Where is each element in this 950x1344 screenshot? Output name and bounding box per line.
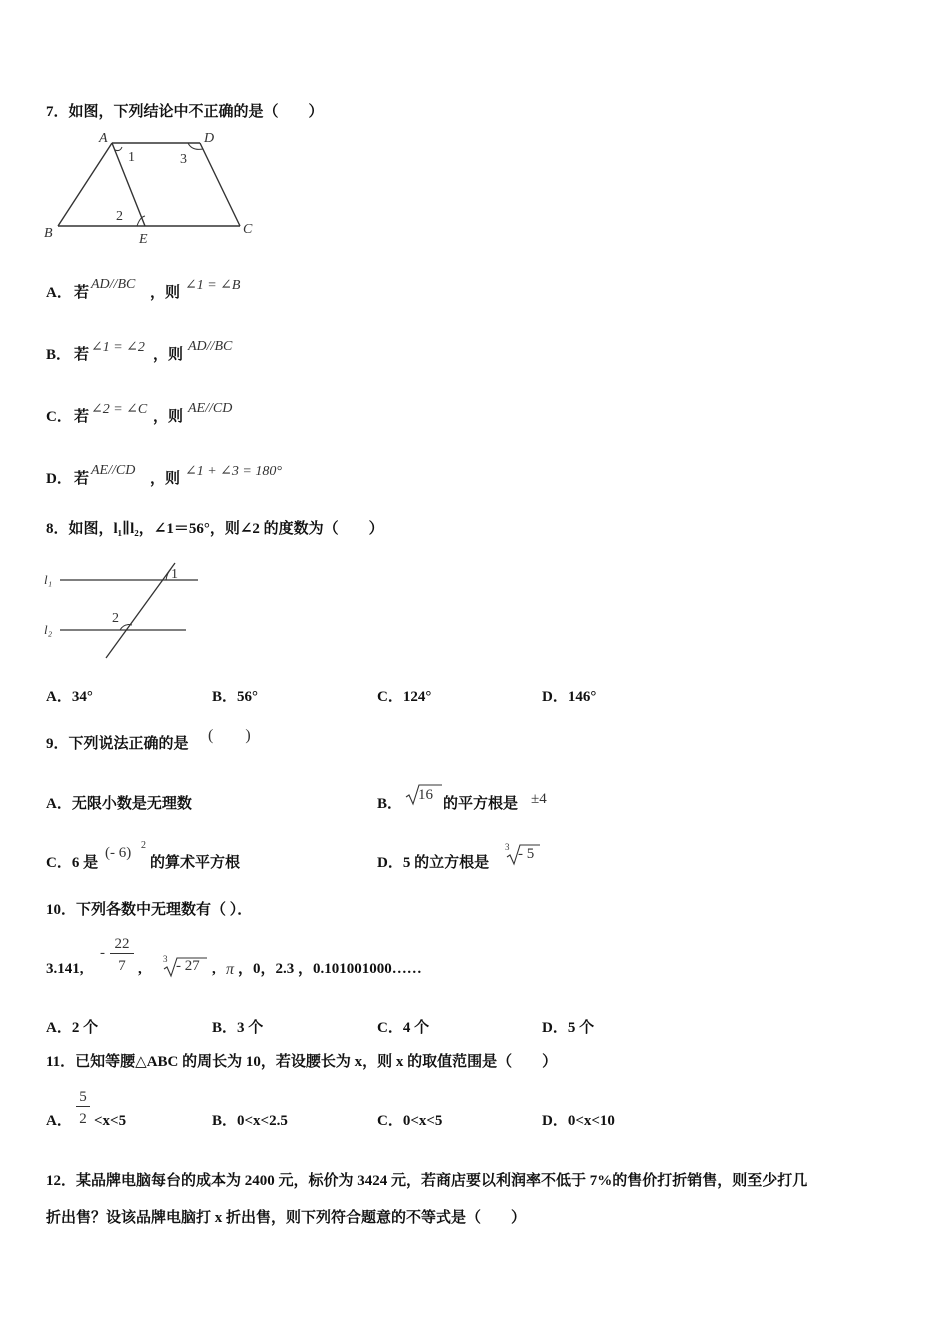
q7-label-D: D — [204, 131, 215, 146]
q7-b-pre: 若 — [74, 347, 90, 363]
q7-c-cond: ∠2 = ∠C — [91, 402, 148, 417]
q11-a-letter: A． — [46, 1113, 72, 1129]
q9-paren: ( ) — [208, 727, 251, 744]
q10-pi: π — [226, 961, 235, 978]
q7-angle-2: 2 — [116, 209, 123, 224]
q7-figure — [40, 128, 270, 248]
q7-a-pre: 若 — [74, 285, 90, 301]
q7-a-letter: A． — [46, 285, 72, 301]
q10-neg: - — [100, 945, 105, 961]
q7-c-mid: ，则 — [153, 409, 184, 425]
q12-line2: 折出售？设该品牌电脑打 x 折出售，则下列符合题意的不等式是（ ） — [46, 1210, 527, 1226]
q12-line1: 12．某品牌电脑每台的成本为 2400 元，标价为 3424 元，若商店要以利润率不低于 7%的售价打折销售，则至少打几 — [46, 1173, 808, 1189]
q10-frac-num: 22 — [114, 936, 130, 952]
q9-c-base: (- 6) — [105, 845, 132, 861]
q8-angle-2: 2 — [112, 611, 119, 626]
q11-stem: 11．已知等腰△ABC 的周长为 10，若设腰长为 x，则 x 的取值范围是（ ） — [46, 1054, 558, 1070]
q9-c-text: 的算术平方根 — [150, 855, 241, 871]
q8-option-d: D．146° — [542, 689, 597, 705]
q9-c-letter: C．6 是 — [46, 855, 99, 871]
q10-rest: ，0，2.3 ，0.101001000…… — [238, 961, 422, 977]
q10-fraction — [110, 935, 134, 975]
q8-option-c: C．124° — [377, 689, 432, 705]
q8-option-b: B．56° — [212, 689, 259, 705]
q8-stem: 8．如图，l₁∥l₂，∠1＝56°，则∠2 的度数为（ ） — [46, 521, 384, 537]
q7-a-cond: AD//BC — [91, 277, 136, 292]
q7-stem: 7．如图，下列结论中不正确的是（ ） — [46, 104, 324, 120]
q9-b-text: 的平方根是 — [443, 796, 519, 812]
q7-label-E: E — [139, 232, 148, 247]
q8-option-a: A．34° — [46, 689, 93, 705]
q7-angle-1: 1 — [128, 150, 135, 165]
q10-stem: 10．下列各数中无理数有（ ）． — [46, 902, 253, 918]
q7-angle-3: 3 — [180, 152, 187, 167]
q7-d-concl: ∠1 + ∠3 = 180° — [185, 464, 282, 479]
q11-a-rest: <x<5 — [94, 1113, 127, 1129]
q7-c-letter: C． — [46, 409, 72, 425]
q11-option-b: B．0<x<2.5 — [212, 1113, 288, 1129]
q7-c-concl: AE//CD — [188, 401, 233, 416]
q10-frac-den: 7 — [110, 953, 134, 975]
q9-b-letter: B． — [377, 796, 403, 812]
q7-d-mid: ，则 — [150, 471, 181, 487]
q8-figure — [40, 560, 210, 665]
q10-option-b: B．3 个 — [212, 1020, 264, 1036]
q11-a-den: 2 — [76, 1106, 90, 1128]
q9-d-radicand: - 5 — [518, 846, 535, 862]
q8-label-l1: l₁ — [44, 572, 53, 587]
q10-option-d: D．5 个 — [542, 1020, 595, 1036]
q9-option-a: A．无限小数是无理数 — [46, 796, 192, 812]
q11-option-d: D．0<x<10 — [542, 1113, 615, 1129]
q7-d-letter: D． — [46, 471, 72, 487]
q9-d-text: D．5 的立方根是 — [377, 855, 490, 871]
q10-option-a: A．2 个 — [46, 1020, 99, 1036]
q11-option-c: C．0<x<5 — [377, 1113, 443, 1129]
q8-angle-1: 1 — [171, 567, 178, 582]
q11-a-fraction — [76, 1088, 90, 1128]
q10-comma1: , — [138, 961, 142, 977]
q7-label-A: A — [99, 131, 108, 146]
q7-a-mid: ，则 — [150, 285, 181, 301]
q10-option-c: C．4 个 — [377, 1020, 430, 1036]
q7-d-pre: 若 — [74, 471, 90, 487]
q7-b-cond: ∠1 = ∠2 — [91, 340, 145, 355]
q10-cbrt-index: 3 — [163, 954, 168, 964]
q7-b-concl: AD//BC — [188, 339, 233, 354]
q9-stem: 9．下列说法正确的是 — [46, 736, 189, 752]
q10-n1: 3.141, — [46, 961, 84, 977]
q8-label-l2: l₂ — [44, 622, 53, 637]
q10-cbrt-value: - 27 — [176, 958, 200, 974]
q11-a-num: 5 — [79, 1089, 87, 1105]
q7-label-B: B — [44, 226, 53, 241]
q7-b-mid: ，则 — [153, 347, 184, 363]
q7-c-pre: 若 — [74, 409, 90, 425]
q7-b-letter: B． — [46, 347, 72, 363]
q9-b-value: ±4 — [531, 791, 547, 807]
q7-d-cond: AE//CD — [91, 463, 136, 478]
q10-comma2: , — [212, 961, 216, 977]
q7-label-C: C — [243, 222, 253, 237]
q9-d-index: 3 — [505, 842, 510, 852]
q9-b-radicand: 16 — [418, 787, 433, 803]
q7-a-concl: ∠1 = ∠B — [185, 278, 241, 293]
q9-c-exponent: 2 — [141, 840, 146, 851]
